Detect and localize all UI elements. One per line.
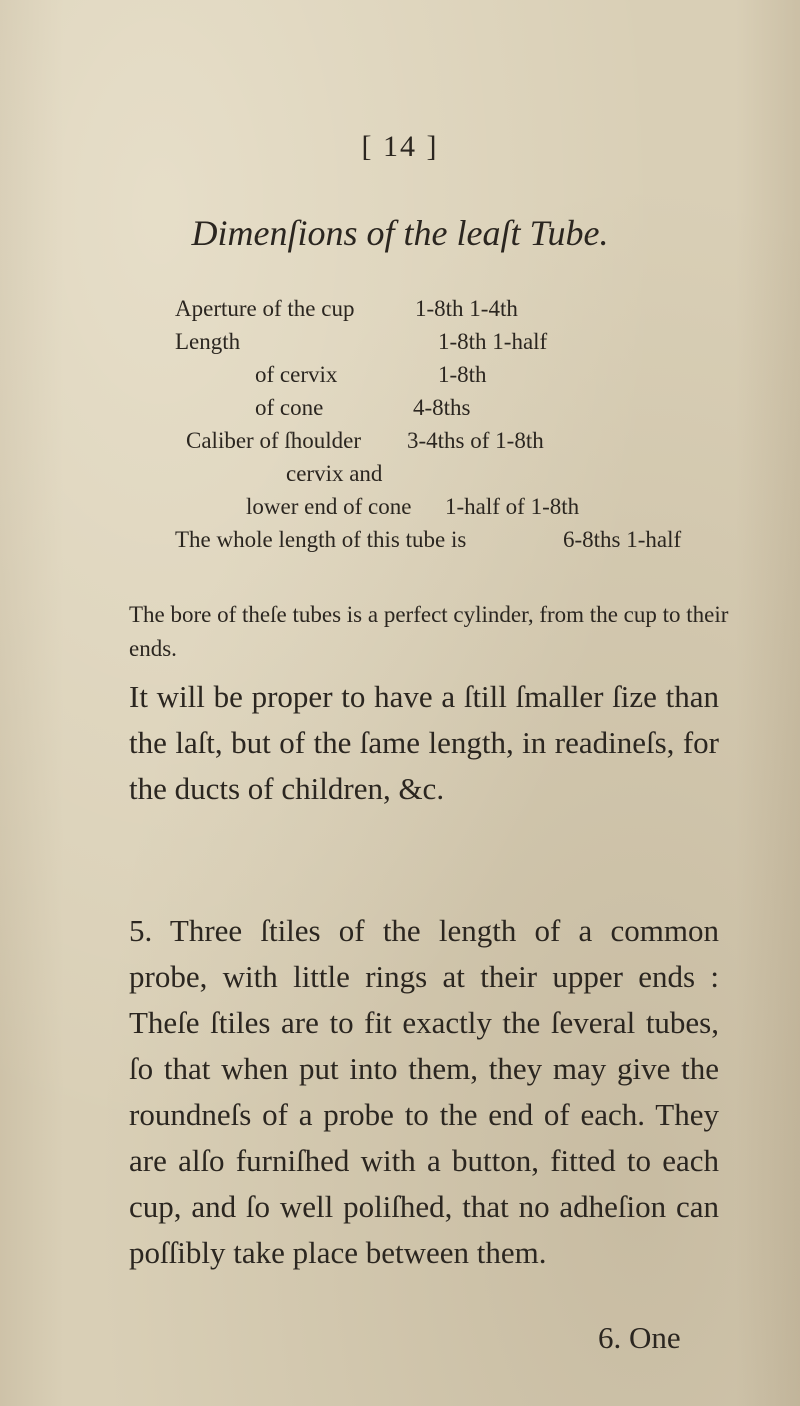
dimension-label: Aperture of the cup [175,296,355,321]
dimension-label: The whole length of this tube is [175,527,467,552]
dimension-value: 4-8ths [413,395,471,420]
paragraph: It will be proper to have a ſtill ſmaller ſize than the laſt, but of the ſame length, in readineſs, for the ducts of children, &c. [129,679,719,806]
page-number: [ 14 ] [361,130,439,163]
dimension-label: Length [175,329,241,354]
dimension-label: cervix and [286,461,383,486]
dimension-label: of cervix [255,362,338,387]
dimension-value: 6-8ths 1-half [563,527,682,552]
dimension-value: 3-4ths of 1-8th [407,428,544,453]
dimension-value: 1-8th [438,362,487,387]
bore-note: The bore of theſe tubes is a perfect cylinder, from the cup to their ends. [129,602,729,661]
dimension-label: of cone [255,395,324,420]
dimension-value: 1-8th 1-half [438,329,548,354]
dimension-value: 1-8th 1-4th [415,296,518,321]
section-heading: Dimenſions of the leaſt Tube. [191,213,609,253]
dimension-label: Caliber of ſhoulder [186,428,362,453]
paragraph: 5. Three ſtiles of the length of a common probe, with little rings at their upper ends : Theſe ſtiles are to fit exactly the ſeveral tubes, ſo that when put into them, they may give the roundneſs of a probe to the end of each. They are alſo furniſhed with a button, fitted to each cup, and ſo well poliſhed, that no adheſion can poſſibly take place between them. [129,913,719,1270]
catchword: 6. One [598,1320,681,1355]
dimension-value: 1-half of 1-8th [445,494,580,519]
dimension-label: lower end of cone [246,494,412,519]
